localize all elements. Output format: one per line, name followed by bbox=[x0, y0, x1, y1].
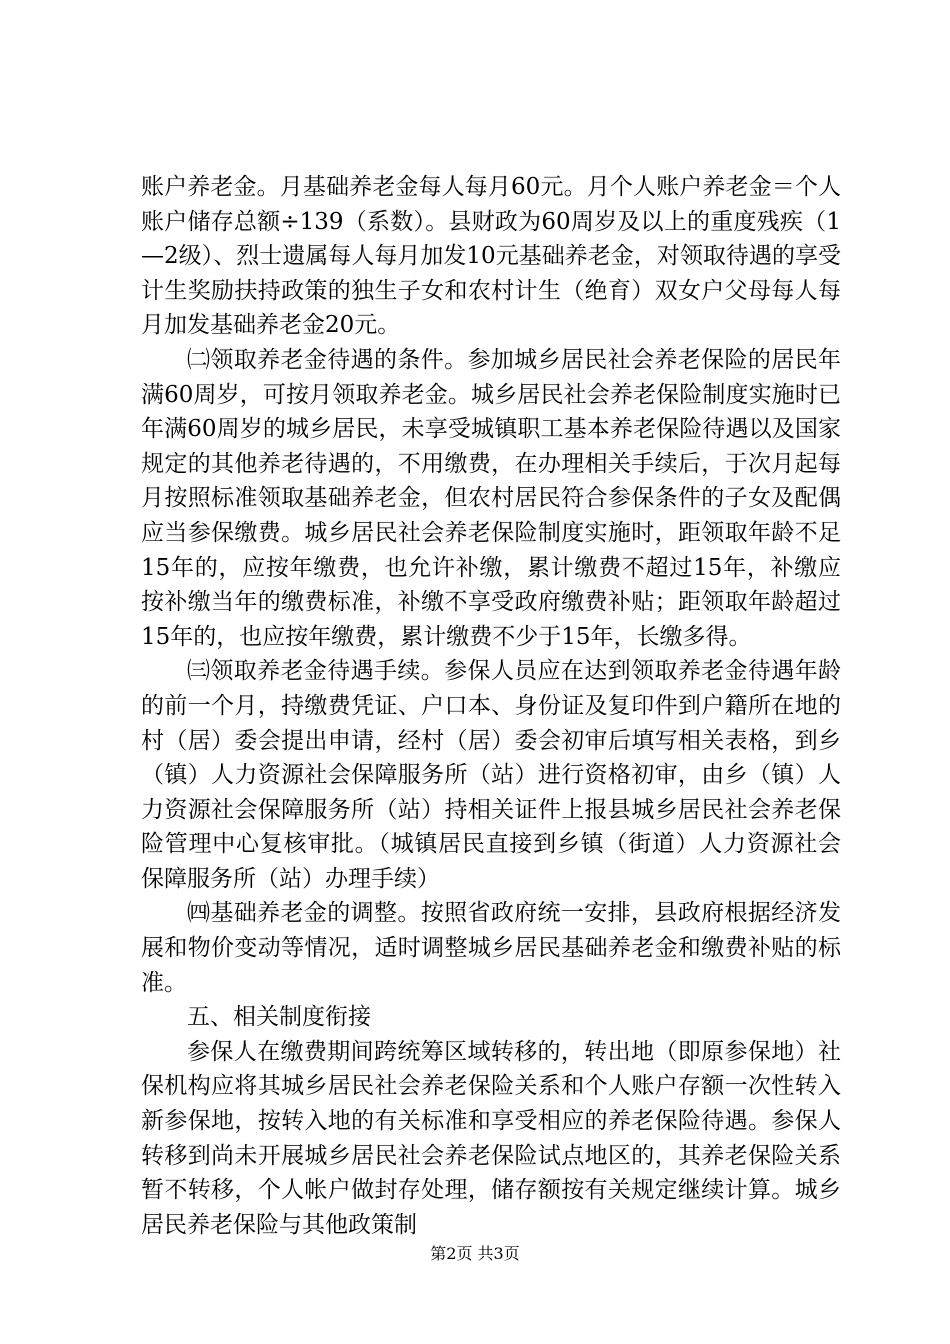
paragraph-continuation: 账户养老金。月基础养老金每人每月60元。月个人账户养老金＝个人账户储存总额÷139（系数）。县财政为60周岁及以上的重度残疾（1—2级）、烈士遗属每人每月加发10元基础养老金，对领取待遇的享受计生奖励扶持政策的独生子女和农村计生（绝育）双女户父母每人每月加发基础养老金20元。 bbox=[141, 174, 841, 339]
paragraph-transfer: 参保人在缴费期间跨统筹区域转移的，转出地（即原参保地）社保机构应将其城乡居民社会养老保险关系和个人账户存额一次性转入新参保地，按转入地的有关标准和享受相应的养老保险待遇。参保人转移到尚未开展城乡居民社会养老保险试点地区的，其养老保险关系暂不转移，个人帐户做封存处理，储存额按有关规定继续计算。城乡居民养老保险与其他政策制 bbox=[141, 1038, 841, 1238]
page-number-footer: 第2页 共3页 bbox=[430, 1244, 520, 1263]
section-heading: 五、相关制度衔接 bbox=[187, 1004, 371, 1031]
paragraph-adjustment: ㈣基础养老金的调整。按照省政府统一安排，县政府根据经济发展和物价变动等情况，适时调整城乡居民基础养老金和缴费补贴的标准。 bbox=[141, 900, 841, 996]
document-body bbox=[141, 170, 841, 1242]
paragraph-conditions: ㈡领取养老金待遇的条件。参加城乡居民社会养老保险的居民年满60周岁，可按月领取养老金。城乡居民社会养老保险制度实施时已年满60周岁的城乡居民，未享受城镇职工基本养老保险待遇以及国家规定的其他养老待遇的，不用缴费，在办理相关手续后，于次月起每月按照标准领取基础养老金，但农村居民符合参保条件的子女及配偶应当参保缴费。城乡居民社会养老保险制度实施时，距领取年龄不足15年的，应按年缴费，也允许补缴，累计缴费不超过15年，补缴应按补缴当年的缴费标准，补缴不享受政府缴费补贴；距领取年龄超过15年的，也应按年缴费，累计缴费不少于15年，长缴多得。 bbox=[141, 346, 841, 650]
paragraph-procedures: ㈢领取养老金待遇手续。参保人员应在达到领取养老金待遇年龄的前一个月，持缴费凭证、户口本、身份证及复印件到户籍所在地的村（居）委会提出申请，经村（居）委会初审后填写相关表格，到乡（镇）人力资源社会保障服务所（站）进行资格初审，由乡（镇）人力资源社会保障服务所（站）持相关证件上报县城乡居民社会养老保险管理中心复核审批。（城镇居民直接到乡镇（街道）人力资源社会保障服务所（站）办理手续） bbox=[141, 658, 841, 892]
